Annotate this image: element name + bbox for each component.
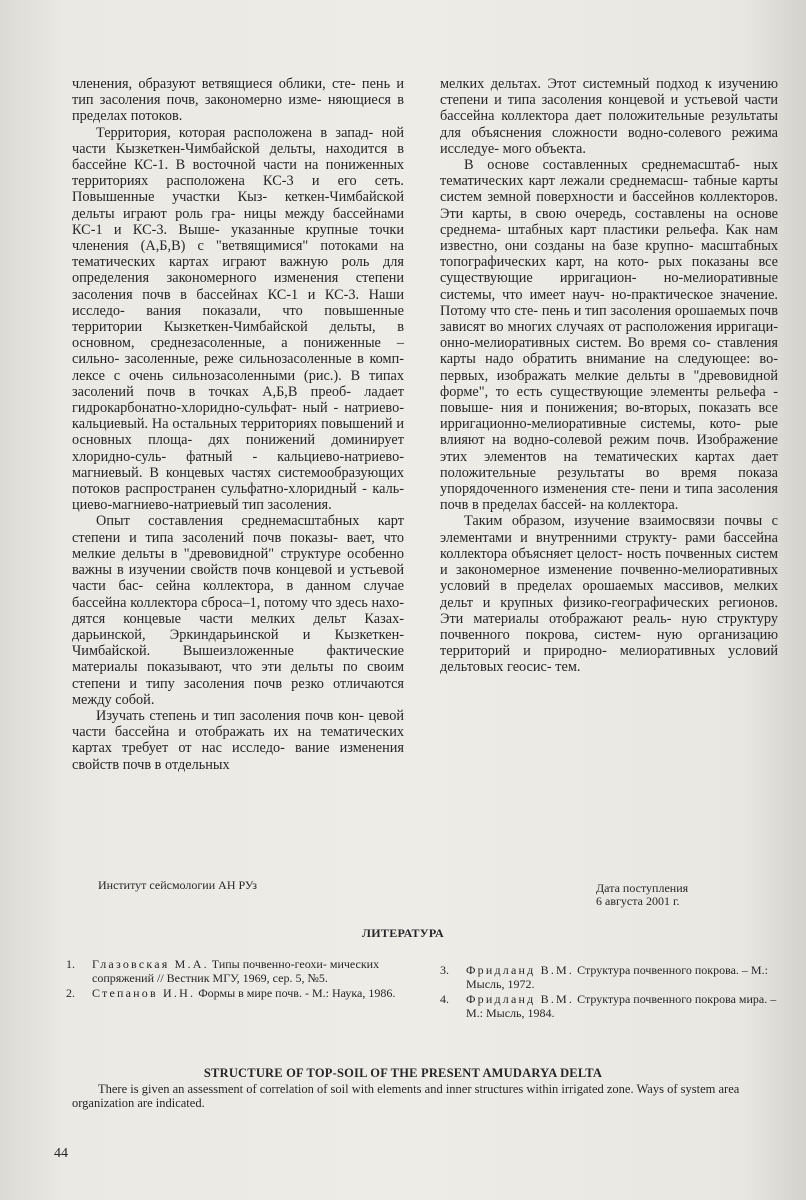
text-line: но-мелиоративные системы, что имеет науч-: [440, 270, 779, 303]
received-date: 6 августа 2001 г.: [596, 894, 680, 908]
text-line: В основе составленных среднемасштаб-: [464, 157, 740, 174]
text-line: ных тематических карт лежали среднемасш-: [440, 157, 779, 190]
text-line: няющиеся в пределах потоков.: [72, 92, 404, 125]
text-line: в пределах орошаемых массивов, мелких: [500, 578, 778, 595]
text-line: дельты в "древовидной форме", то есть: [440, 367, 778, 400]
paragraph: [440, 76, 778, 157]
text-line: членения, образуют ветвящиеся облики, сте-: [72, 76, 356, 92]
text-line: очередь, составлены на основе среднема-: [440, 205, 778, 238]
text-line: тематических картах требует от нас исследо-: [72, 724, 404, 757]
text-line: среднезасоленные, а пониженные – сильно-: [72, 335, 405, 368]
text-line: изучению степени и типа засоления концевой: [440, 76, 779, 109]
text-line: Территория, которая расположена в запад-: [96, 124, 374, 141]
text-line: мелиоративных условий дельтовых геосис-: [440, 643, 778, 676]
text-line: рами бассейна коллектора объясняет целост-: [440, 529, 778, 562]
text-line: изменение почвенно-мелиоративных условий: [440, 562, 779, 595]
reference-item: [440, 964, 780, 991]
reference-author: Фридланд В.М.: [466, 963, 575, 977]
text-line: концевых частях системообразующих потоков: [72, 464, 405, 498]
references-right: [440, 964, 780, 1022]
text-line: на коллектора.: [589, 497, 679, 514]
text-line: свойств почв концевой и устьевой части бас-: [72, 562, 404, 595]
text-line: бассейнов коллекторов. Эти карты, в свою: [440, 189, 778, 222]
reference-text: [92, 958, 406, 985]
paragraph: [72, 76, 404, 125]
text-line: во многих случаях от расположения ирригаци-: [489, 319, 778, 336]
reference-line: Типы почвенно-геохи-: [211, 957, 327, 971]
literature-heading: ЛИТЕРАТУРА: [362, 926, 444, 940]
text-line: своим степени и типу засоления почв резко: [72, 659, 404, 692]
text-line: существующие элементы рельефа - повыше-: [440, 383, 778, 417]
text-line: циево-магниево-натриевый тип засоления.: [72, 497, 332, 514]
text-line: на пониженных территориях расположена: [72, 157, 405, 190]
text-line: цевой части бассейна и отображать их на: [72, 707, 404, 741]
text-line: штабных карт пластики рельефа. Как нам: [507, 221, 778, 238]
text-line: лексе с очень сильнозасоленными (рис.). В: [72, 367, 361, 384]
text-line: засоленные, реже сильнозасоленные в комп-: [124, 351, 404, 368]
text-line: но-практическое значение. Потому что сте-: [440, 286, 778, 319]
reference-text: [466, 993, 780, 1020]
text-line: карт степени и типа засолений почв показы-: [72, 513, 404, 546]
text-line: пени и типа засоления почв в пределах бассей-: [440, 481, 778, 514]
reference-line: покрова мира. – М.: Мысль, 1984.: [466, 992, 777, 1020]
text-line: типах засолений почв в точках А,Б,В преоб-: [72, 367, 405, 400]
reference-line: Формы в мире почв. - М.:: [198, 986, 329, 1000]
text-line: пень и тип засоления орошаемых почв зависят: [440, 302, 778, 336]
text-line: время показа упорядоченного изменения сте-: [440, 464, 779, 498]
right-column: [440, 76, 778, 676]
text-line: табные карты систем земной поверхности и: [440, 173, 779, 206]
text-line: тем.: [555, 659, 581, 676]
reference-line: Наука, 1986.: [331, 986, 396, 1000]
text-line: следующее: во-первых, изображать мелкие: [440, 351, 778, 384]
text-line: "ветвящимися" потоками на тематических: [72, 238, 405, 271]
text-line: дях понижений доминирует хлоридно-суль-: [72, 432, 404, 465]
text-line: масштабных топографических карт, на кото-: [440, 238, 779, 271]
paragraph: [72, 513, 404, 707]
text-line: находится в бассейне КС-1. В восточной части: [72, 140, 404, 174]
text-line: Чимбайской. Вышеизложенные фактические: [72, 643, 404, 660]
text-line: Таким образом, изучение взаимосвязи: [464, 513, 715, 530]
reference-line: покрова. – М.: Мысль, 1972.: [466, 963, 768, 991]
reference-text: [92, 987, 406, 1001]
text-line: онно-мелиоративных систем. Во время со-: [440, 335, 711, 352]
text-line: Изображение этих элементов на тематических: [440, 432, 779, 465]
text-line: материалы показывают, что эти дельты по: [72, 659, 358, 676]
text-line: положительные результаты для объяснения: [440, 108, 778, 141]
text-line: Кызкеткен-Чимбайской дельты, в основном,: [72, 319, 404, 352]
text-line: ния и понижения; во-вторых, показать все: [500, 400, 779, 417]
text-line: коллектора сброса–1, потому что здесь нахо-: [130, 594, 404, 611]
text-line: дарьинской, Эркиндарьинской и Кызкеткен-: [72, 626, 404, 643]
received-label: Дата поступления: [596, 881, 689, 895]
text-line: распространен сульфатно-хлоридный - каль-: [125, 481, 404, 498]
reference-number: 4.: [440, 992, 449, 1006]
text-line: вания показали, что повышенные территории: [72, 302, 404, 336]
references-left: [66, 958, 406, 1003]
text-line: картах играют важную роль для определения: [72, 254, 404, 287]
reference-item: [440, 993, 780, 1020]
reference-number: 3.: [440, 963, 449, 977]
english-abstract: There is given an assessment of correlation of soil with elements and inner structures within irrigated zone. Ways of system area organization are indicated.: [72, 1082, 740, 1110]
text-line: сложности водно-солевого режима исследуе-: [440, 124, 778, 157]
text-line: Опыт составления среднемасштабных: [96, 513, 360, 530]
text-line: ную структуру почвенного покрова, систем-: [440, 610, 778, 643]
text-line: ладает гидрокарбонатно-хлоридно-сульфат-: [72, 383, 404, 417]
reference-line: 5, №5.: [295, 970, 328, 985]
text-line: почвы с элементами и внутренними структу-: [440, 513, 778, 546]
text-line: и устьевой части бассейна коллектора дает: [440, 92, 778, 125]
text-line: вание изменения свойств почв в отдельных: [72, 740, 404, 773]
text-line: известно, они созданы на базе крупно-: [440, 238, 694, 255]
text-line: фатный - кальциево-натриево-магниевый. В: [72, 448, 404, 481]
text-line: ной части Кызкеткен-Чимбайской дельты,: [72, 124, 405, 157]
page-number: 44: [54, 1146, 68, 1161]
text-line: указанные крупные точки членения (А,Б,В) с: [72, 221, 404, 255]
text-line: рые влияют на водно-солевой режим почв.: [440, 416, 778, 449]
text-line: дятся концевые части мелких дельт Казах-: [72, 610, 404, 627]
reference-line: мических сопряжений // Вестник МГУ, 1969, сер.: [92, 957, 380, 985]
text-line: пень и тип засоления почв, закономерно изме-: [72, 76, 404, 109]
text-line: рых показаны все существующие ирригацион-: [440, 254, 778, 287]
english-title: STRUCTURE OF TOP-SOIL OF THE PRESENT AMUDARYA DELTA: [203, 1066, 603, 1080]
reference-author: Глазовская М.А.: [92, 957, 209, 971]
text-line: вает, что мелкие дельты в "древовидной": [72, 529, 404, 562]
text-line: регионов. Эти материалы отображают реаль-: [440, 594, 778, 627]
reference-author: Фридланд В.М.: [466, 992, 575, 1006]
text-line: КС-3 и его сеть. Повышенные участки Кыз-: [72, 173, 405, 206]
reference-number: 1.: [66, 957, 75, 971]
text-line: отличаются между собой.: [72, 675, 405, 708]
reference-item: [66, 987, 406, 1001]
reference-text: [466, 964, 780, 991]
affiliation: Институт сейсмологии АН РУз: [98, 878, 258, 892]
left-column: [72, 76, 404, 773]
received-date-block: [596, 882, 688, 908]
text-line: сейна коллектора, в данном случае бассейна: [72, 578, 404, 611]
text-line: ставления карты надо обратить внимание на: [440, 335, 779, 368]
reference-item: [66, 958, 406, 985]
text-line: территориях повышений и основных площа-: [72, 416, 404, 449]
paragraph: [440, 157, 778, 513]
paragraph: [72, 125, 404, 514]
text-line: картах дает положительные результаты во: [440, 448, 778, 481]
reference-number: 2.: [66, 986, 75, 1000]
text-line: ную организацию территорий и природно-: [440, 626, 779, 660]
reference-line: Структура почвенного: [577, 963, 692, 977]
text-line: дельт и крупных физико-географических: [440, 594, 709, 611]
text-line: ность почвенных систем и закономерное: [440, 545, 778, 579]
reference-line: Структура почвенного: [577, 992, 692, 1006]
text-line: Изучать степень и тип засоления почв кон-: [96, 707, 364, 724]
paragraph: [440, 513, 778, 675]
text-line: почв в бассейнах КС-1 и КС-3. Наши исследо-: [72, 286, 405, 319]
paragraph: [72, 708, 404, 773]
text-line: кеткен-Чимбайской дельты играют роль гра-: [72, 189, 404, 222]
text-line: мелких дельтах. Этот системный подход к: [440, 76, 712, 92]
text-line: ный - натриево-кальциевый. На остальных: [72, 400, 404, 433]
reference-author: Степанов И.Н.: [92, 986, 196, 1000]
text-line: ирригационно-мелиоративные системы, кото-: [440, 416, 741, 433]
text-line: ницы между бассейнами КС-1 и КС-3. Выше-: [72, 205, 405, 238]
text-line: закономерного изменения степени засоления: [72, 270, 405, 303]
text-line: структуре особенно важны в изучении: [72, 545, 405, 579]
text-line: мого объекта.: [502, 140, 586, 157]
